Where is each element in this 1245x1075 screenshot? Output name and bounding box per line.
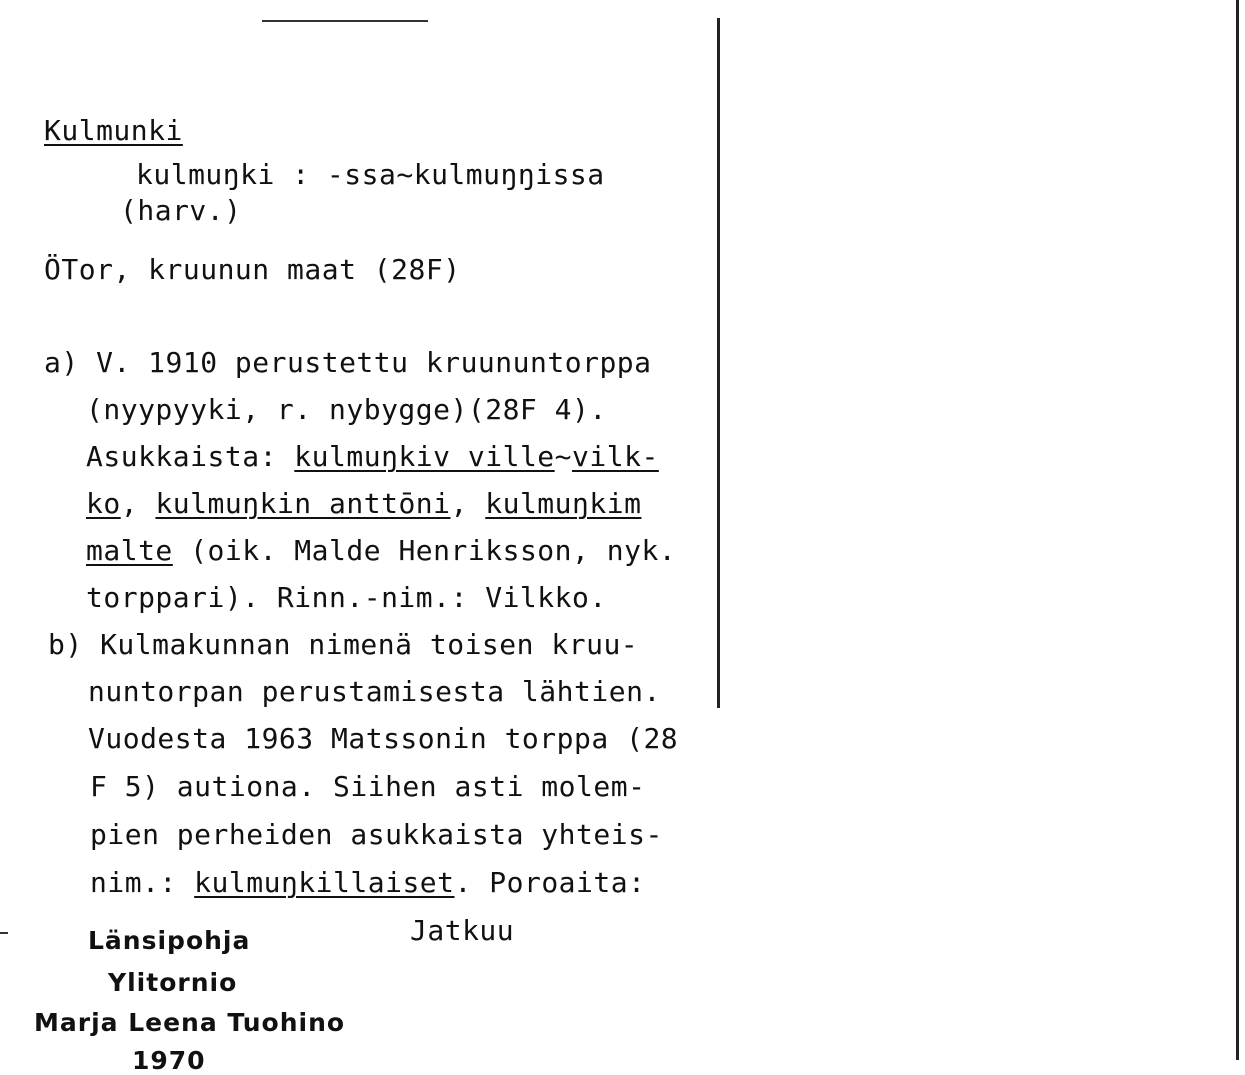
continues-label: Jatkuu <box>410 914 515 947</box>
common-name-rest: . Poroaita: <box>454 866 646 899</box>
separator: , <box>450 487 486 520</box>
stamp-collector: Marja Leena Tuohino <box>34 1008 346 1037</box>
stamp-year: 1970 <box>132 1046 206 1075</box>
section-a-line-3 <box>86 440 659 474</box>
resident-name-anttoni: kulmuŋkin anttōni <box>155 487 451 520</box>
residents-label: Asukkaista: <box>86 440 295 473</box>
section-a-line-6: torppari). Rinn.-nim.: Vilkko. <box>86 581 607 614</box>
section-a-line-2: (nyypyyki, r. nybygge)(28F 4). <box>86 393 607 426</box>
resident-name-vilkko-end: ko <box>86 487 121 520</box>
left-edge-mark <box>0 932 8 934</box>
pronunciation-note: (harv.) <box>120 194 242 227</box>
section-b-line-3: Vuodesta 1963 Matssonin torppa (28 <box>88 722 679 755</box>
resident-name-vilkko-start: vilk- <box>572 440 659 473</box>
common-name-label: nim.: <box>90 866 195 899</box>
resident-name-kulmunkim: kulmuŋkim <box>485 487 642 520</box>
section-a-line-5 <box>86 534 676 568</box>
pronunciation: kulmuŋki : -ssa~kulmuŋŋissa <box>136 158 605 191</box>
common-name: kulmuŋkillaiset <box>194 866 455 899</box>
resident-name-villa: kulmuŋkiv ville <box>294 440 555 473</box>
right-edge-line <box>1236 0 1239 1060</box>
card-title: Kulmunki <box>44 114 183 147</box>
location-line: ÖTor, kruunun maat (28F) <box>44 253 461 286</box>
section-b-line-4: F 5) autiona. Siihen asti molem- <box>90 770 646 803</box>
tilde-mark: ~ <box>554 440 573 473</box>
stamp-region: Länsipohja <box>88 926 251 955</box>
section-a-line-4 <box>86 487 641 521</box>
section-b-line-5: pien perheiden asukkaista yhteis- <box>90 818 663 851</box>
section-a-line-1: a) V. 1910 perustettu kruununtorppa <box>44 346 652 379</box>
top-dash-mark <box>262 20 428 22</box>
section-b-line-1: b) Kulmakunnan nimenä toisen kruu- <box>48 628 639 661</box>
malte-note: (oik. Malde Henriksson, nyk. <box>172 534 677 567</box>
column-divider <box>717 18 720 708</box>
section-b-line-6 <box>90 866 645 900</box>
resident-name-malte: malte <box>86 534 173 567</box>
section-b-line-2: nuntorpan perustamisesta lähtien. <box>88 675 661 708</box>
separator: , <box>120 487 156 520</box>
stamp-parish: Ylitornio <box>108 968 238 997</box>
